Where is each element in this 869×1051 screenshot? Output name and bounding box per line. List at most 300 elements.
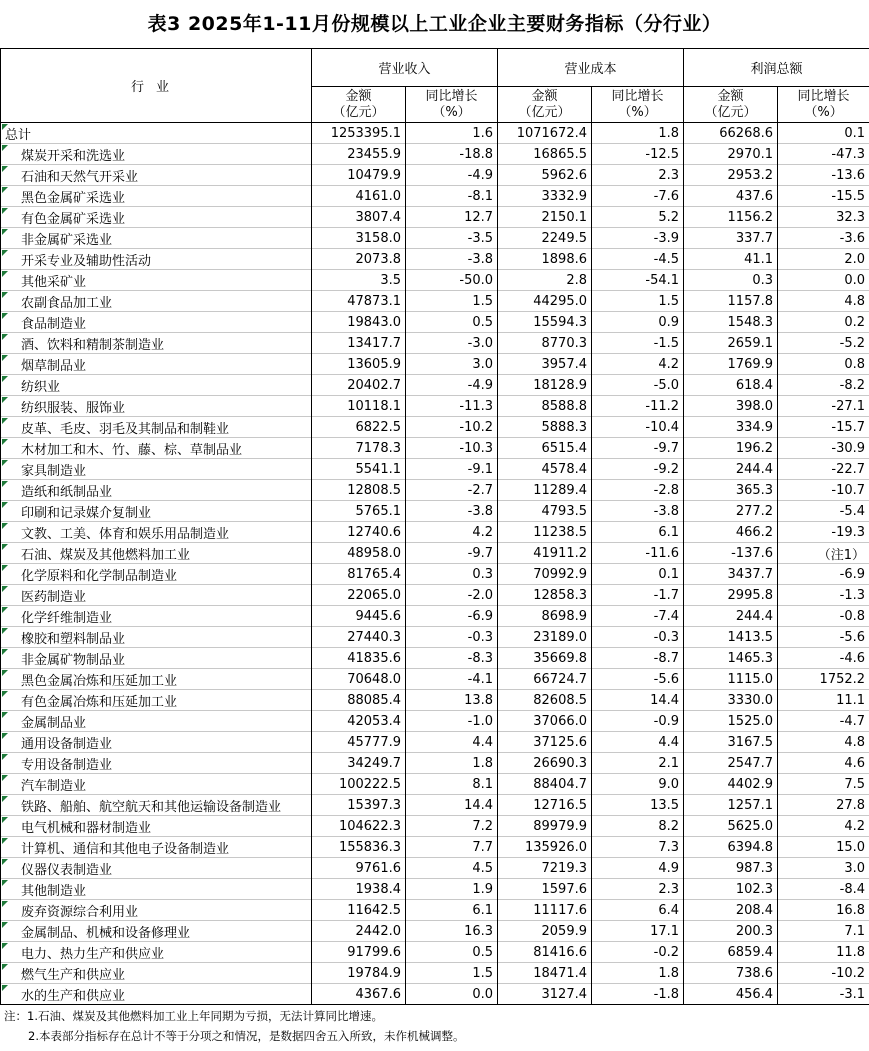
cost-growth-cell: 1.8 [592,123,684,144]
industry-name-cell [1,375,312,396]
table-row [1,900,869,921]
cell-comment-marker-icon [2,481,8,487]
cell-comment-marker-icon [2,271,8,277]
revenue-growth-cell: 14.4 [406,795,498,816]
cell-comment-marker-icon [2,166,8,172]
industry-name: 食品制造业 [21,316,87,332]
cell-comment-marker-icon [2,649,8,655]
header-amount-unit: （亿元） [704,104,757,120]
industry-name: 电力、热力生产和供应业 [21,946,165,962]
profit-amount-cell: 2547.7 [684,753,778,774]
revenue-growth-cell: -9.7 [406,543,498,564]
profit-growth-cell: -19.3 [778,522,869,543]
revenue-amount-cell: 10118.1 [312,396,406,417]
industry-name-cell [1,585,312,606]
profit-growth-cell: 4.2 [778,816,869,837]
industry-name-cell [1,438,312,459]
revenue-amount-cell: 4367.6 [312,984,406,1005]
revenue-amount-cell: 23455.9 [312,144,406,165]
cost-growth-cell: -0.9 [592,711,684,732]
profit-growth-cell: 0.0 [778,270,869,291]
industry-name-cell [1,984,312,1005]
cost-amount-cell: 8770.3 [498,333,592,354]
revenue-amount-cell: 70648.0 [312,669,406,690]
industry-name-cell [1,711,312,732]
cost-amount-cell: 82608.5 [498,690,592,711]
profit-growth-cell: -13.6 [778,165,869,186]
revenue-growth-cell: -3.5 [406,228,498,249]
header-amount-unit: （亿元） [518,104,571,120]
industry-name: 化学原料和化学制品制造业 [21,568,178,584]
industry-name: 酒、饮料和精制茶制造业 [21,337,165,353]
revenue-amount-cell: 15397.3 [312,795,406,816]
cost-growth-cell: -5.6 [592,669,684,690]
revenue-growth-cell: -10.3 [406,438,498,459]
revenue-amount-cell: 6822.5 [312,417,406,438]
profit-growth-cell: 7.5 [778,774,869,795]
table-row [1,186,869,207]
header-amount [498,87,592,123]
profit-growth-cell: （注1） [778,543,869,564]
industry-name: 汽车制造业 [21,778,87,794]
cell-comment-marker-icon [2,565,8,571]
industry-name: 金属制品业 [21,715,87,731]
cell-comment-marker-icon [2,691,8,697]
cell-comment-marker-icon [2,355,8,361]
industry-name-cell [1,417,312,438]
profit-growth-cell: -30.9 [778,438,869,459]
table-row [1,417,869,438]
cell-comment-marker-icon [2,943,8,949]
table-row [1,942,869,963]
revenue-amount-cell: 3.5 [312,270,406,291]
profit-growth-cell: -4.6 [778,648,869,669]
industry-name: 非金属矿采选业 [21,232,113,248]
table-row [1,648,869,669]
revenue-amount-cell: 1938.4 [312,879,406,900]
header-growth-label: 同比增长 [425,88,478,104]
industry-name-cell [1,606,312,627]
cell-comment-marker-icon [2,334,8,340]
cell-comment-marker-icon [2,838,8,844]
revenue-growth-cell: 0.3 [406,564,498,585]
cost-growth-cell: -1.5 [592,333,684,354]
industry-name: 印刷和记录媒介复制业 [21,505,152,521]
profit-growth-cell: 0.1 [778,123,869,144]
profit-growth-cell: -6.9 [778,564,869,585]
profit-amount-cell: 0.3 [684,270,778,291]
table-header [1,49,869,123]
cost-growth-cell: -7.6 [592,186,684,207]
cell-comment-marker-icon [2,397,8,403]
profit-amount-cell: 66268.6 [684,123,778,144]
cell-comment-marker-icon [2,187,8,193]
revenue-amount-cell: 27440.3 [312,627,406,648]
revenue-growth-cell: -3.8 [406,501,498,522]
cost-amount-cell: 18471.4 [498,963,592,984]
revenue-amount-cell: 20402.7 [312,375,406,396]
profit-amount-cell: 1525.0 [684,711,778,732]
cost-growth-cell: -10.4 [592,417,684,438]
table-row [1,249,869,270]
revenue-growth-cell: 13.8 [406,690,498,711]
cell-comment-marker-icon [2,145,8,151]
profit-amount-cell: 398.0 [684,396,778,417]
revenue-growth-cell: 1.5 [406,963,498,984]
table-row [1,501,869,522]
cell-comment-marker-icon [2,376,8,382]
industry-name: 文教、工美、体育和娱乐用品制造业 [21,526,230,542]
profit-amount-cell: 3437.7 [684,564,778,585]
revenue-growth-cell: 0.5 [406,942,498,963]
revenue-amount-cell: 12740.6 [312,522,406,543]
revenue-amount-cell: 13605.9 [312,354,406,375]
revenue-growth-cell: -1.0 [406,711,498,732]
cost-amount-cell: 44295.0 [498,291,592,312]
revenue-amount-cell: 19843.0 [312,312,406,333]
table-row [1,375,869,396]
table-row [1,669,869,690]
cell-comment-marker-icon [2,292,8,298]
cost-growth-cell: -11.2 [592,396,684,417]
cell-comment-marker-icon [2,670,8,676]
profit-growth-cell: 11.1 [778,690,869,711]
cost-amount-cell: 41911.2 [498,543,592,564]
revenue-growth-cell: -4.1 [406,669,498,690]
profit-amount-cell: 365.3 [684,480,778,501]
industry-name-cell [1,753,312,774]
revenue-amount-cell: 104622.3 [312,816,406,837]
revenue-growth-cell: -4.9 [406,165,498,186]
cost-growth-cell: 7.3 [592,837,684,858]
industry-name: 金属制品、机械和设备修理业 [21,925,191,941]
cost-amount-cell: 2059.9 [498,921,592,942]
industry-name: 水的生产和供应业 [21,988,126,1004]
profit-amount-cell: 208.4 [684,900,778,921]
industry-name-cell [1,333,312,354]
table-row [1,774,869,795]
profit-amount-cell: 102.3 [684,879,778,900]
revenue-growth-cell: -2.0 [406,585,498,606]
header-growth-label: 同比增长 [611,88,664,104]
cost-amount-cell: 1898.6 [498,249,592,270]
profit-amount-cell: 1413.5 [684,627,778,648]
industry-name: 有色金属矿采选业 [21,211,126,227]
cost-amount-cell: 4793.5 [498,501,592,522]
table-row [1,837,869,858]
industry-name-cell [1,207,312,228]
revenue-amount-cell: 47873.1 [312,291,406,312]
table-row [1,564,869,585]
industry-name-cell [1,900,312,921]
cost-amount-cell: 12858.3 [498,585,592,606]
cost-amount-cell: 88404.7 [498,774,592,795]
revenue-growth-cell: -0.3 [406,627,498,648]
header-growth-unit: （%） [432,104,471,120]
header-growth-unit: （%） [804,104,843,120]
cell-comment-marker-icon [2,775,8,781]
revenue-growth-cell: -2.7 [406,480,498,501]
table-row [1,333,869,354]
revenue-growth-cell: 4.2 [406,522,498,543]
revenue-growth-cell: 3.0 [406,354,498,375]
cost-amount-cell: 15594.3 [498,312,592,333]
cost-amount-cell: 18128.9 [498,375,592,396]
profit-growth-cell: -0.8 [778,606,869,627]
profit-growth-cell: 0.2 [778,312,869,333]
revenue-amount-cell: 155836.3 [312,837,406,858]
header-amount-label: 金额 [345,88,372,104]
industry-name-cell [1,732,312,753]
cost-growth-cell: -54.1 [592,270,684,291]
table-row [1,585,869,606]
revenue-growth-cell: 8.1 [406,774,498,795]
table-row [1,711,869,732]
table-row [1,543,869,564]
cost-amount-cell: 4578.4 [498,459,592,480]
table-row [1,228,869,249]
profit-growth-cell: 32.3 [778,207,869,228]
cost-amount-cell: 1597.6 [498,879,592,900]
table-row [1,459,869,480]
cost-growth-cell: -3.8 [592,501,684,522]
revenue-amount-cell: 4161.0 [312,186,406,207]
revenue-growth-cell: 1.5 [406,291,498,312]
cell-comment-marker-icon [2,817,8,823]
industry-name-cell [1,879,312,900]
profit-growth-cell: -5.6 [778,627,869,648]
revenue-growth-cell: -3.0 [406,333,498,354]
profit-amount-cell: 41.1 [684,249,778,270]
cost-growth-cell: 1.5 [592,291,684,312]
revenue-amount-cell: 100222.5 [312,774,406,795]
cost-growth-cell: -11.6 [592,543,684,564]
industry-name-cell [1,774,312,795]
profit-growth-cell: 1752.2 [778,669,869,690]
industry-name: 仪器仪表制造业 [21,862,113,878]
table-row [1,921,869,942]
industry-name: 开采专业及辅助性活动 [21,253,152,269]
profit-growth-cell: 2.0 [778,249,869,270]
cost-amount-cell: 1071672.4 [498,123,592,144]
profit-amount-cell: 2659.1 [684,333,778,354]
industry-name-cell [1,543,312,564]
cell-comment-marker-icon [2,586,8,592]
cost-growth-cell: 17.1 [592,921,684,942]
header-amount [684,87,778,123]
cost-amount-cell: 12716.5 [498,795,592,816]
cost-growth-cell: 0.1 [592,564,684,585]
profit-amount-cell: 1115.0 [684,669,778,690]
cost-growth-cell: -1.7 [592,585,684,606]
header-amount [312,87,406,123]
industry-name-cell [1,186,312,207]
header-growth-unit: （%） [618,104,657,120]
revenue-amount-cell: 88085.4 [312,690,406,711]
header-cost: 营业成本 [498,49,684,87]
industry-name-cell [1,249,312,270]
cell-comment-marker-icon [2,460,8,466]
cost-amount-cell: 37066.0 [498,711,592,732]
revenue-amount-cell: 5765.1 [312,501,406,522]
table-row [1,291,869,312]
industry-name-cell [1,942,312,963]
revenue-growth-cell: 7.2 [406,816,498,837]
cost-growth-cell: -0.2 [592,942,684,963]
industry-name: 非金属矿物制品业 [21,652,126,668]
cell-comment-marker-icon [2,901,8,907]
industry-name-cell [1,144,312,165]
revenue-growth-cell: 7.7 [406,837,498,858]
profit-amount-cell: 2970.1 [684,144,778,165]
revenue-amount-cell: 81765.4 [312,564,406,585]
industry-name-cell [1,480,312,501]
industry-name-cell [1,270,312,291]
table-row [1,816,869,837]
profit-amount-cell: 738.6 [684,963,778,984]
profit-amount-cell: 437.6 [684,186,778,207]
cost-growth-cell: -3.9 [592,228,684,249]
profit-amount-cell: 1157.8 [684,291,778,312]
industry-name-cell [1,123,312,144]
cost-growth-cell: 2.3 [592,165,684,186]
revenue-growth-cell: -18.8 [406,144,498,165]
cost-growth-cell: 6.4 [592,900,684,921]
header-growth-label: 同比增长 [797,88,850,104]
header-revenue: 营业收入 [312,49,498,87]
cell-comment-marker-icon [2,208,8,214]
industry-name: 木材加工和木、竹、藤、棕、草制品业 [21,442,243,458]
revenue-amount-cell: 41835.6 [312,648,406,669]
cost-amount-cell: 6515.4 [498,438,592,459]
revenue-growth-cell: -11.3 [406,396,498,417]
industry-name: 皮革、毛皮、羽毛及其制品和制鞋业 [21,421,230,437]
industry-name: 石油、煤炭及其他燃料加工业 [21,547,191,563]
industry-name-cell [1,690,312,711]
cell-comment-marker-icon [2,502,8,508]
cell-comment-marker-icon [2,733,8,739]
industry-name: 烟草制品业 [21,358,87,374]
revenue-growth-cell: 0.0 [406,984,498,1005]
profit-growth-cell: -10.2 [778,963,869,984]
cost-amount-cell: 66724.7 [498,669,592,690]
revenue-amount-cell: 13417.7 [312,333,406,354]
industry-name: 电气机械和器材制造业 [21,820,152,836]
industry-name: 计算机、通信和其他电子设备制造业 [21,841,230,857]
profit-growth-cell: 15.0 [778,837,869,858]
profit-growth-cell: -1.3 [778,585,869,606]
cost-growth-cell: 6.1 [592,522,684,543]
industry-name: 农副食品加工业 [21,295,113,311]
profit-amount-cell: 2995.8 [684,585,778,606]
cell-comment-marker-icon [2,922,8,928]
industry-name-cell [1,354,312,375]
cost-amount-cell: 5962.6 [498,165,592,186]
profit-growth-cell: -10.7 [778,480,869,501]
table-row [1,963,869,984]
industry-name: 造纸和纸制品业 [21,484,113,500]
cost-growth-cell: 4.2 [592,354,684,375]
cost-growth-cell: -5.0 [592,375,684,396]
industry-name-cell [1,165,312,186]
revenue-amount-cell: 11642.5 [312,900,406,921]
cost-growth-cell: 9.0 [592,774,684,795]
profit-amount-cell: 3167.5 [684,732,778,753]
cost-amount-cell: 37125.6 [498,732,592,753]
industry-name: 家具制造业 [21,463,87,479]
cost-growth-cell: 14.4 [592,690,684,711]
cell-comment-marker-icon [2,880,8,886]
industry-name: 铁路、船舶、航空航天和其他运输设备制造业 [21,799,282,815]
revenue-growth-cell: -6.9 [406,606,498,627]
table-row [1,984,869,1005]
profit-amount-cell: 4402.9 [684,774,778,795]
cost-amount-cell: 8588.8 [498,396,592,417]
cell-comment-marker-icon [2,523,8,529]
cost-growth-cell: -9.7 [592,438,684,459]
industry-name: 有色金属冶炼和压延加工业 [21,694,178,710]
cost-amount-cell: 26690.3 [498,753,592,774]
profit-growth-cell: 4.6 [778,753,869,774]
industry-name-cell [1,228,312,249]
cost-amount-cell: 3332.9 [498,186,592,207]
cost-growth-cell: -0.3 [592,627,684,648]
industry-name-cell [1,564,312,585]
cost-growth-cell: -8.7 [592,648,684,669]
profit-amount-cell: 6859.4 [684,942,778,963]
table-row [1,522,869,543]
revenue-amount-cell: 2442.0 [312,921,406,942]
cost-amount-cell: 11289.4 [498,480,592,501]
header-growth [406,87,498,123]
industry-name-cell [1,522,312,543]
header-profit: 利润总额 [684,49,869,87]
table-title: 表3 2025年1-11月份规模以上工业企业主要财务指标（分行业） [147,13,722,35]
cost-amount-cell: 3957.4 [498,354,592,375]
revenue-growth-cell: 1.8 [406,753,498,774]
table-row [1,879,869,900]
cost-growth-cell: -7.4 [592,606,684,627]
revenue-growth-cell: -9.1 [406,459,498,480]
industry-name-cell [1,921,312,942]
revenue-amount-cell: 42053.4 [312,711,406,732]
industry-name-cell [1,396,312,417]
cell-comment-marker-icon [2,607,8,613]
table-row [1,438,869,459]
cost-growth-cell: 0.9 [592,312,684,333]
footnote-1: 注：1.石油、煤炭及其他燃料加工业上年同期为亏损，无法计算同比增速。 [4,1009,383,1023]
financial-indicators-table [0,48,869,1005]
industry-name-cell [1,837,312,858]
table-row [1,753,869,774]
cell-comment-marker-icon [2,628,8,634]
cell-comment-marker-icon [2,964,8,970]
profit-growth-cell: -15.7 [778,417,869,438]
revenue-amount-cell: 12808.5 [312,480,406,501]
revenue-growth-cell: 6.1 [406,900,498,921]
revenue-amount-cell: 19784.9 [312,963,406,984]
profit-amount-cell: 1769.9 [684,354,778,375]
header-growth [592,87,684,123]
industry-name: 医药制造业 [21,589,87,605]
profit-growth-cell: -27.1 [778,396,869,417]
revenue-amount-cell: 3158.0 [312,228,406,249]
cost-amount-cell: 135926.0 [498,837,592,858]
profit-growth-cell: -5.4 [778,501,869,522]
cost-amount-cell: 11238.5 [498,522,592,543]
profit-growth-cell: 4.8 [778,732,869,753]
profit-growth-cell: 16.8 [778,900,869,921]
